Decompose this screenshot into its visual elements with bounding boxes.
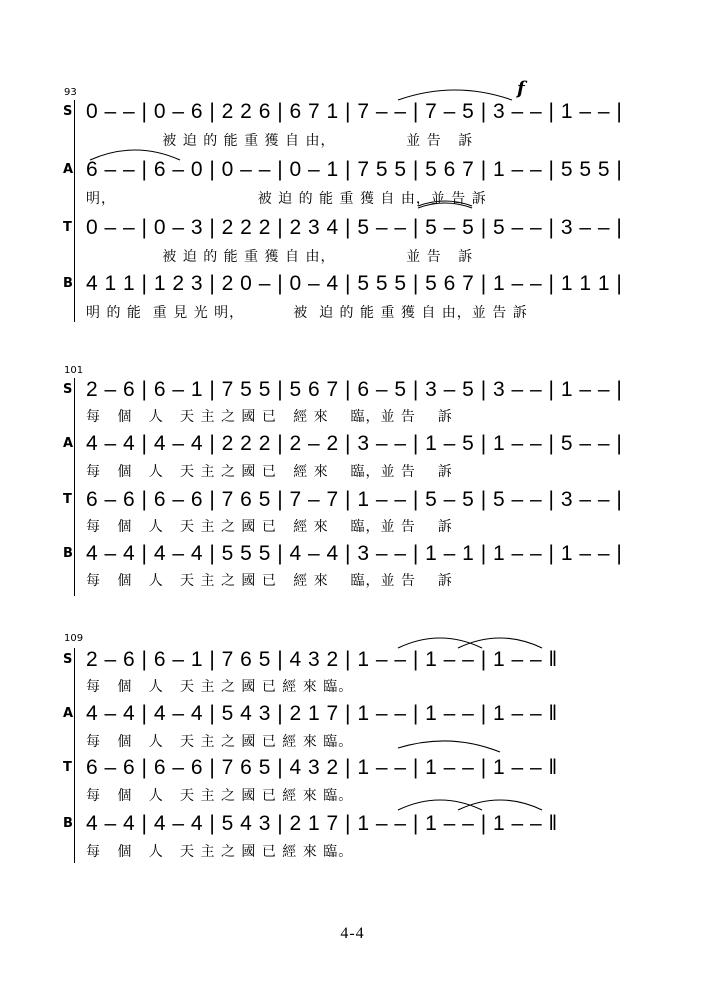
notes-bass: 4 – 4 | 4 – 4 | 5 4 3 | 2 1 7 | 1 – – | 1 – – | 1 – – ‖ xyxy=(86,812,558,835)
measure-number: 93 xyxy=(64,87,77,98)
notes-soprano: 0 – – | 0 – 6 | 2 2 6 | 6 7 1 | 7 – – | 7 – 5 | 3 – – | 1 – – | xyxy=(86,100,623,123)
lyrics-bass: 每 個 人 天 主 之 國 已 經 來 臨。 xyxy=(86,844,354,860)
voice-label-soprano: S xyxy=(63,382,73,397)
page-number: 4-4 xyxy=(340,925,365,942)
lyrics-alto: 明， 被 迫 的 能 重 獲 自 由，並 告 訴 xyxy=(86,191,487,207)
tie-arc xyxy=(458,800,542,810)
voice-label-tenor: T xyxy=(63,492,72,507)
notes-alto: 4 – 4 | 4 – 4 | 2 2 2 | 2 – 2 | 3 – – | 1 – 5 | 1 – – | 5 – – | xyxy=(86,432,623,455)
lyrics-bass: 明 的 能 重 見 光 明， 被 迫 的 能 重 獲 自 由，並 告 訴 xyxy=(86,305,528,321)
voice-label-alto: A xyxy=(63,436,74,451)
slur-arc xyxy=(398,741,500,752)
voice-label-alto: A xyxy=(63,162,74,177)
lyrics-alto: 每 個 人 天 主 之 國 已 經 來 臨，並 告 訴 xyxy=(86,464,453,480)
voice-label-bass: B xyxy=(63,546,73,561)
voice-label-bass: B xyxy=(63,816,73,831)
lyrics-alto: 每 個 人 天 主 之 國 已 經 來 臨。 xyxy=(86,734,354,750)
dynamic-marking: f xyxy=(517,78,525,99)
notes-tenor: 0 – – | 0 – 3 | 2 2 2 | 2 3 4 | 5 – – | 5 – 5 | 5 – – | 3 – – | xyxy=(86,216,623,239)
voice-label-alto: A xyxy=(63,706,74,721)
lyrics-tenor: 每 個 人 天 主 之 國 已 經 來 臨，並 告 訴 xyxy=(86,519,453,535)
notes-tenor: 6 – 6 | 6 – 6 | 7 6 5 | 4 3 2 | 1 – – | 1 – – | 1 – – ‖ xyxy=(86,756,558,779)
notes-bass: 4 1 1 | 1 2 3 | 2 0 – | 0 – 4 | 5 5 5 | 5 6 7 | 1 – – | 1 1 1 | xyxy=(86,272,623,295)
lyrics-tenor: 每 個 人 天 主 之 國 已 經 來 臨。 xyxy=(86,788,354,804)
tie-arc xyxy=(398,90,512,100)
voice-label-tenor: T xyxy=(63,220,72,235)
voice-label-soprano: S xyxy=(63,652,73,667)
notes-bass: 4 – 4 | 4 – 4 | 5 5 5 | 4 – 4 | 3 – – | 1 – 1 | 1 – – | 1 – – | xyxy=(86,542,623,565)
tie-arc xyxy=(458,638,542,648)
notes-soprano: 2 – 6 | 6 – 1 | 7 5 5 | 5 6 7 | 6 – 5 | 3 – 5 | 3 – – | 1 – – | xyxy=(86,378,623,401)
measure-number: 109 xyxy=(64,633,84,644)
notes-soprano: 2 – 6 | 6 – 1 | 7 6 5 | 4 3 2 | 1 – – | 1 – – | 1 – – ‖ xyxy=(86,648,558,671)
notes-tenor: 6 – 6 | 6 – 6 | 7 6 5 | 7 – 7 | 1 – – | 5 – 5 | 5 – – | 3 – – | xyxy=(86,488,623,511)
lyrics-soprano: 每 個 人 天 主 之 國 已 經 來 臨，並 告 訴 xyxy=(86,409,453,425)
lyrics-soprano: 每 個 人 天 主 之 國 已 經 來 臨。 xyxy=(86,679,354,695)
voice-label-soprano: S xyxy=(63,104,73,119)
voice-label-bass: B xyxy=(63,276,73,291)
notes-alto: 4 – 4 | 4 – 4 | 5 4 3 | 2 1 7 | 1 – – | 1 – – | 1 – – ‖ xyxy=(86,702,558,725)
tie-arc xyxy=(90,150,180,160)
lyrics-soprano: 被 迫 的 能 重 獲 自 由， 並 告 訴 xyxy=(86,133,474,149)
voice-label-tenor: T xyxy=(63,760,72,775)
measure-number: 101 xyxy=(64,365,84,376)
lyrics-tenor: 被 迫 的 能 重 獲 自 由， 並 告 訴 xyxy=(86,249,474,265)
notes-alto: 6 – – | 6 – 0 | 0 – – | 0 – 1 | 7 5 5 | 5 6 7 | 1 – – | 5 5 5 | xyxy=(86,158,623,181)
lyrics-bass: 每 個 人 天 主 之 國 已 經 來 臨，並 告 訴 xyxy=(86,573,453,589)
